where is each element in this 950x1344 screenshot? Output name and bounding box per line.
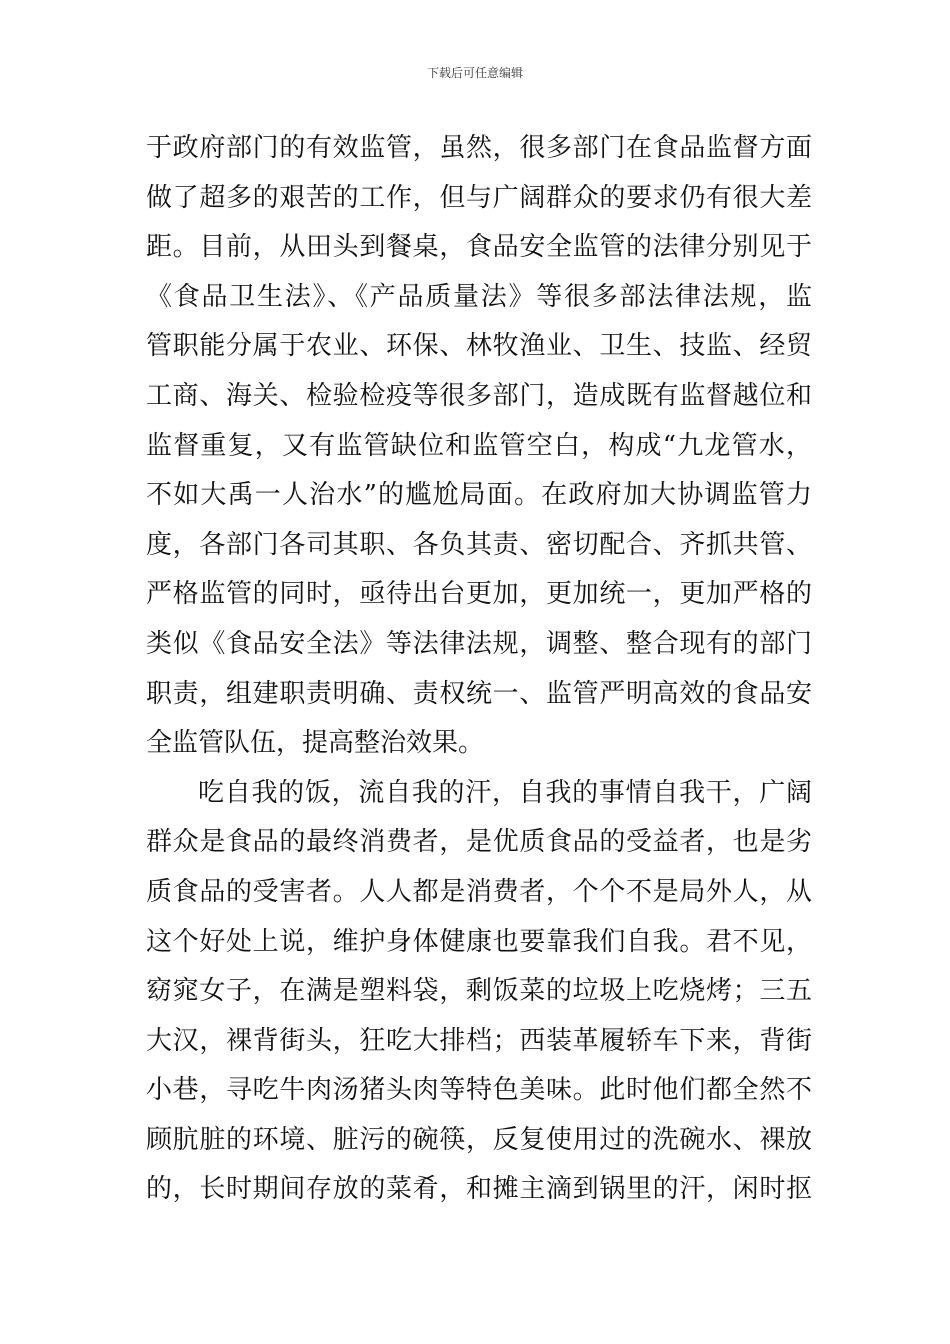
text-line: 度，各部门各司其职、各负其责、密切配合、齐抓共管、 <box>146 529 812 560</box>
text-line: 群众是食品的最终消费者，是优质食品的受益者，也是劣 <box>146 827 812 858</box>
text-line: 顾肮脏的环境、脏污的碗筷，反复使用过的洗碗水、裸放 <box>146 1124 812 1155</box>
text-line: 全监管队伍，提高整治效果。 <box>146 728 485 759</box>
text-line: 这个好处上说，维护身体健康也要靠我们自我。君不见， <box>146 926 812 957</box>
text-line: 不如大禹一人治水”的尴尬局面。在政府加大协调监管力 <box>146 480 812 511</box>
text-line: 质食品的受害者。人人都是消费者，个个不是局外人，从 <box>146 876 812 907</box>
text-line: 的，长时期间存放的菜肴，和摊主滴到锅里的汗，闲时抠 <box>146 1174 812 1205</box>
text-line: 管职能分属于农业、环保、林牧渔业、卫生、技监、经贸 <box>146 331 812 362</box>
text-line: 严格监管的同时，亟待出台更加，更加统一，更加严格的 <box>146 579 812 610</box>
text-line: 《食品卫生法》、《产品质量法》等很多部法律法规，监 <box>146 281 812 312</box>
document-body <box>146 124 812 1215</box>
paragraph-1 <box>146 124 812 769</box>
text-line: 大汉，裸背街头，狂吃大排档；西装革履轿车下来，背街 <box>146 1025 812 1056</box>
page-header: 下载后可任意编辑 <box>426 66 523 80</box>
text-line: 小巷，寻吃牛肉汤猪头肉等特色美味。此时他们都全然不 <box>146 1075 812 1106</box>
text-line: 做了超多的艰苦的工作，但与广阔群众的要求仍有很大差 <box>146 182 812 213</box>
text-line: 距。目前，从田头到餐桌，食品安全监管的法律分别见于 <box>146 232 812 263</box>
text-line: 窈窕女子，在满是塑料袋，剩饭菜的垃圾上吃烧烤；三五 <box>146 976 812 1007</box>
text-line: 监督重复，又有监管缺位和监管空白，构成“九龙管水， <box>146 430 812 461</box>
text-line: 类似《食品安全法》等法律法规，调整、整合现有的部门 <box>146 628 812 659</box>
paragraph-2 <box>146 769 812 1215</box>
text-line: 吃自我的饭，流自我的汗，自我的事情自我干，广阔 <box>198 777 812 808</box>
text-line: 工商、海关、检验检疫等很多部门，造成既有监督越位和 <box>146 380 812 411</box>
text-line: 职责，组建职责明确、责权统一、监管严明高效的食品安 <box>146 678 812 709</box>
text-line: 于政府部门的有效监管，虽然，很多部门在食品监督方面 <box>146 133 812 163</box>
